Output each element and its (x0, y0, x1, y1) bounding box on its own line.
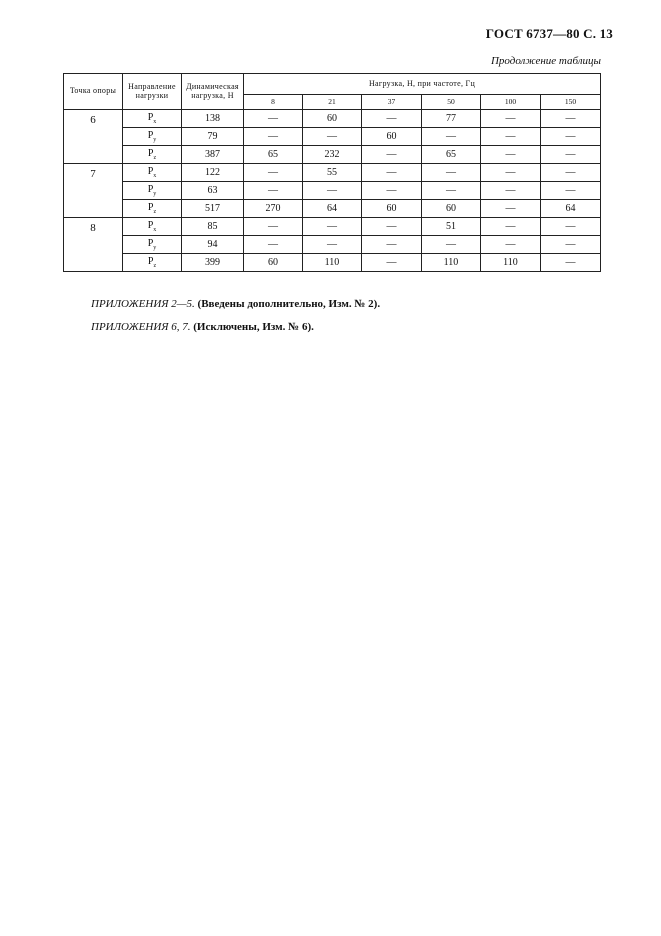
header-load-frequency: Нагрузка, Н, при частоте, Гц (244, 74, 601, 95)
header-frequency-37: 37 (362, 95, 422, 110)
load-at-frequency-50: — (422, 128, 481, 146)
header-frequency-50: 50 (422, 95, 481, 110)
dynamic-load-value: 399 (182, 254, 244, 272)
load-at-frequency-50: — (422, 164, 481, 182)
load-at-frequency-150: — (541, 236, 601, 254)
support-point-7: 7 (64, 164, 123, 218)
load-at-frequency-100: — (481, 218, 541, 236)
table-row (64, 254, 601, 272)
load-direction-symbol: P (147, 165, 154, 177)
load-at-frequency-50: 51 (422, 218, 481, 236)
load-at-frequency-50: — (422, 182, 481, 200)
load-at-frequency-37: — (362, 182, 422, 200)
dynamic-load-value: 138 (182, 110, 244, 128)
load-direction (123, 218, 182, 236)
load-at-frequency-150: — (541, 218, 601, 236)
load-at-frequency-150: — (541, 164, 601, 182)
table-row (64, 110, 601, 128)
load-at-frequency-50: — (422, 236, 481, 254)
load-at-frequency-21: 232 (303, 146, 362, 164)
load-at-frequency-21: — (303, 182, 362, 200)
load-at-frequency-8: — (244, 164, 303, 182)
note-appendix-2-5 (91, 298, 380, 310)
header-direction: Направление нагрузки (123, 74, 182, 110)
header-frequency-21: 21 (303, 95, 362, 110)
note-appendix-2-5-text: (Введены дополнительно, Изм. № 2). (197, 298, 381, 310)
table-row (64, 164, 601, 182)
table-continuation-label: Продолжение таблицы (490, 55, 601, 67)
load-at-frequency-37: 60 (362, 128, 422, 146)
load-at-frequency-37: — (362, 236, 422, 254)
load-direction-axis: z (153, 154, 157, 161)
load-direction (123, 164, 182, 182)
load-direction-axis: z (153, 262, 157, 269)
dynamic-load-value: 387 (182, 146, 244, 164)
load-at-frequency-37: — (362, 164, 422, 182)
load-at-frequency-150: — (541, 110, 601, 128)
header-point: Точка опоры (64, 74, 123, 110)
load-at-frequency-37: — (362, 110, 422, 128)
load-direction (123, 146, 182, 164)
load-direction-symbol: P (147, 147, 154, 159)
header-dynamic-load: Динамическая нагрузка, Н (182, 74, 244, 110)
load-direction-axis: x (153, 118, 157, 125)
load-direction (123, 236, 182, 254)
load-at-frequency-100: — (481, 128, 541, 146)
load-at-frequency-37: — (362, 254, 422, 272)
table-row (64, 200, 601, 218)
load-table (63, 73, 601, 272)
load-at-frequency-100: — (481, 110, 541, 128)
load-at-frequency-21: 55 (303, 164, 362, 182)
support-point-6: 6 (64, 110, 123, 164)
load-at-frequency-100: — (481, 164, 541, 182)
load-at-frequency-21: — (303, 236, 362, 254)
table-row (64, 236, 601, 254)
load-at-frequency-8: — (244, 128, 303, 146)
load-direction (123, 128, 182, 146)
load-at-frequency-50: 65 (422, 146, 481, 164)
load-at-frequency-21: 110 (303, 254, 362, 272)
load-at-frequency-8: — (244, 182, 303, 200)
load-direction-axis: x (153, 226, 157, 233)
dynamic-load-value: 122 (182, 164, 244, 182)
load-at-frequency-50: 110 (422, 254, 481, 272)
dynamic-load-value: 79 (182, 128, 244, 146)
dynamic-load-value: 63 (182, 182, 244, 200)
load-at-frequency-50: 60 (422, 200, 481, 218)
dynamic-load-value: 85 (182, 218, 244, 236)
load-at-frequency-150: — (541, 254, 601, 272)
load-direction (123, 182, 182, 200)
load-direction-symbol: P (147, 237, 154, 249)
load-at-frequency-100: — (481, 236, 541, 254)
note-appendix-6-7-text: (Исключены, Изм. № 6). (193, 321, 314, 333)
table-row (64, 128, 601, 146)
load-direction-axis: x (153, 172, 157, 179)
load-at-frequency-8: — (244, 236, 303, 254)
load-at-frequency-8: — (244, 110, 303, 128)
load-direction (123, 110, 182, 128)
load-at-frequency-8: — (244, 218, 303, 236)
load-at-frequency-21: 60 (303, 110, 362, 128)
load-direction-symbol: P (147, 111, 154, 123)
load-at-frequency-150: — (541, 146, 601, 164)
load-at-frequency-37: — (362, 146, 422, 164)
load-at-frequency-8: 270 (244, 200, 303, 218)
load-direction-axis: y (153, 190, 157, 197)
table-row (64, 218, 601, 236)
load-at-frequency-100: — (481, 200, 541, 218)
load-at-frequency-8: 65 (244, 146, 303, 164)
note-appendix-2-5-ref: ПРИЛОЖЕНИЯ 2—5. (91, 298, 195, 310)
dynamic-load-value: 517 (182, 200, 244, 218)
load-at-frequency-21: 64 (303, 200, 362, 218)
load-direction-axis: y (153, 136, 157, 143)
load-direction-symbol: P (147, 255, 154, 267)
load-direction-symbol: P (147, 219, 154, 231)
load-direction-symbol: P (147, 201, 154, 213)
load-at-frequency-37: 60 (362, 200, 422, 218)
load-at-frequency-21: — (303, 128, 362, 146)
note-appendix-6-7-ref: ПРИЛОЖЕНИЯ 6, 7. (91, 321, 191, 333)
load-at-frequency-8: 60 (244, 254, 303, 272)
load-at-frequency-150: — (541, 128, 601, 146)
header-frequency-100: 100 (481, 95, 541, 110)
header-frequency-8: 8 (244, 95, 303, 110)
load-at-frequency-150: — (541, 182, 601, 200)
document-header-title: ГОСТ 6737—80 С. 13 (485, 26, 613, 41)
support-point-8: 8 (64, 218, 123, 272)
load-at-frequency-50: 77 (422, 110, 481, 128)
header-frequency-150: 150 (541, 95, 601, 110)
note-appendix-6-7 (91, 321, 314, 333)
load-at-frequency-21: — (303, 218, 362, 236)
load-direction (123, 200, 182, 218)
load-at-frequency-37: — (362, 218, 422, 236)
load-direction-axis: z (153, 208, 157, 215)
table-row (64, 182, 601, 200)
load-at-frequency-100: 110 (481, 254, 541, 272)
load-direction-symbol: P (147, 129, 154, 141)
load-direction (123, 254, 182, 272)
dynamic-load-value: 94 (182, 236, 244, 254)
table-row (64, 146, 601, 164)
load-at-frequency-150: 64 (541, 200, 601, 218)
load-direction-symbol: P (147, 183, 154, 195)
load-at-frequency-100: — (481, 182, 541, 200)
load-direction-axis: y (153, 244, 157, 251)
load-at-frequency-100: — (481, 146, 541, 164)
